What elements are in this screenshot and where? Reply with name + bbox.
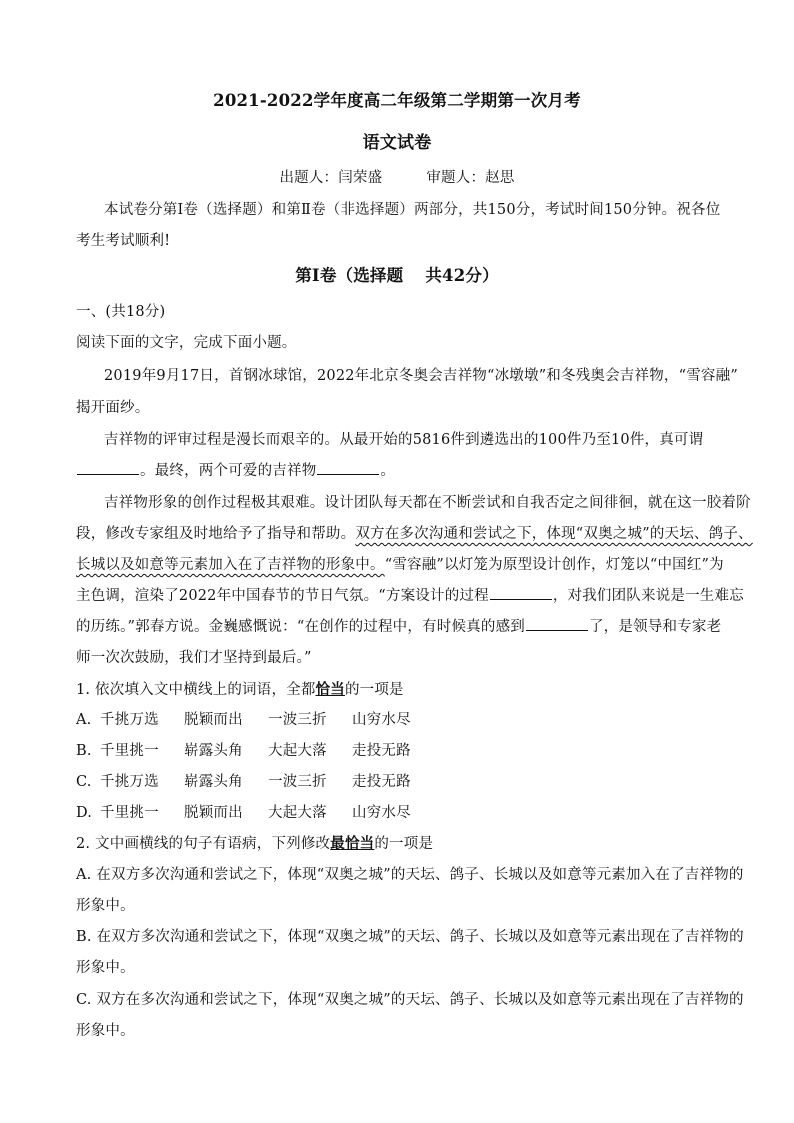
option-word: 山穷水尽 [352,805,411,821]
paragraph-3-text: “雪容融”以灯笼为原型设计创作，灯笼以“中国红”为 [384,557,724,573]
answer-blank [317,460,379,475]
paragraph-3-line-4 [76,584,744,605]
answer-blank [490,585,552,600]
section-title [0,262,794,286]
stem-text: 1. 依次填入文中横线上的词语，全都 [76,682,316,698]
intro-line-2: 考生考试顺利! [76,233,171,249]
part1-instruction: 阅读下面的文字，完成下面小题。 [76,335,297,351]
paragraph-3-line-1: 吉祥物形象的创作过程极其艰难。设计团队每天都在不断尝试和自我否定之间徘徊，就在这一胶着阶 [104,495,751,511]
paragraph-2-line-2 [76,459,395,480]
question-1-option-c [76,770,436,791]
option-word: 一波三折 [268,774,327,790]
intro-line-1: 本试卷分第Ⅰ卷（选择题）和第Ⅱ卷（非选择题）两部分，共150分，考试时间150分钟。祝各位 [104,202,721,218]
paragraph-3-line-3 [76,553,724,574]
option-word: 千挑万选 [100,774,159,790]
paragraph-2-line-1: 吉祥物的评审过程是漫长而艰辛的。从最开始的5816件到遴选出的100件乃至10件，真可谓 [104,432,704,448]
option-word: 山穷水尽 [352,712,411,728]
stem-emphasis: 最恰当 [330,835,375,852]
section-title-a: 第Ⅰ卷（选择题 [295,266,404,285]
part1-heading: 一、(共18分) [76,304,166,320]
paragraph-2-text: 。最终，两个可爱的吉祥物 [140,463,317,479]
option-word: 崭露头角 [184,774,243,790]
question-2-option-a-line-1: A. 在双方多次沟通和尝试之下，体现“双奥之城”的天坛、鸽子、长城以及如意等元素加入在了吉祥物的 [76,867,744,883]
question-2-option-b-line-1: B. 在双方多次沟通和尝试之下，体现“双奥之城”的天坛、鸽子、长城以及如意等元素出现在了吉祥物的 [76,929,744,945]
answer-blank [526,616,588,631]
option-word: 大起大落 [268,805,327,821]
paragraph-3-line-2 [76,522,753,543]
answer-blank [77,460,139,475]
question-2-stem [76,832,433,853]
paragraph-2-end: 。 [380,463,396,479]
stem-text: 的一项是 [344,682,404,698]
question-2-option-b-line-2: 形象中。 [76,960,135,976]
exam-subtitle: 语文试卷 [362,133,432,153]
option-label: A. [76,712,92,728]
underlined-sentence: 长城以及如意等元素加入在了吉祥物的形象中。 [76,557,385,573]
reviewer-label: 审题人：赵思 [426,170,515,186]
question-1-option-a [76,708,436,729]
question-2-option-a-line-2: 形象中。 [76,898,135,914]
author-label: 出题人：闫荣盛 [279,170,383,186]
question-2-option-c-line-1: C. 双方在多次沟通和尝试之下，体现“双奥之城”的天坛、鸽子、长城以及如意等元素出现在了吉祥物的 [76,992,744,1008]
paragraph-3-text: ，对我们团队来说是一生难忘 [552,588,744,604]
option-word: 脱颖而出 [184,712,243,728]
stem-text: 的一项是 [374,836,434,852]
question-1-stem [76,678,404,699]
option-word: 一波三折 [268,712,327,728]
byline [0,166,794,187]
exam-title: 2021-2022学年度高二年级第二学期第一次月考 [213,91,581,110]
option-word: 千里挑一 [100,743,159,759]
option-label: D. [76,805,93,821]
paragraph-1-line-1: 2019年9月17日，首钢冰球馆，2022年北京冬奥会吉祥物“冰墩墩”和冬残奥会吉祥物，“雪容融” [104,368,738,384]
paragraph-3-text: 了，是领导和专家老 [588,619,722,635]
paragraph-3-text: 段，修改专家组及时地给予了指导和帮助。 [76,526,356,542]
section-title-b: 共42分） [425,266,499,285]
question-1-option-b [76,739,436,760]
option-word: 走投无路 [352,774,411,790]
paragraph-3-line-5 [76,615,721,636]
paragraph-3-text: 主色调，渲染了2022年中国春节的节日气氛。“方案设计的过程 [76,588,489,604]
stem-emphasis: 恰当 [315,681,345,698]
option-label: B. [76,743,92,759]
option-word: 走投无路 [352,743,411,759]
option-word: 千里挑一 [100,805,159,821]
question-2-option-c-line-2: 形象中。 [76,1023,135,1039]
underlined-sentence: 双方在多次沟通和尝试之下，体现“双奥之城”的天坛、鸽子、 [355,526,753,542]
stem-text: 2. 文中画横线的句子有语病，下列修改 [76,836,331,852]
question-1-option-d [76,801,436,822]
option-label: C. [76,774,92,790]
paragraph-3-text: 的历练。”郭春方说。金巍感慨说：“在创作的过程中，有时候真的感到 [76,619,525,635]
option-word: 千挑万选 [100,712,159,728]
paragraph-1-line-2: 揭开面纱。 [76,400,150,416]
option-word: 崭露头角 [184,743,243,759]
option-word: 脱颖而出 [184,805,243,821]
option-word: 大起大落 [268,743,327,759]
paragraph-3-line-6: 师一次次鼓励，我们才坚持到最后。” [76,650,312,666]
